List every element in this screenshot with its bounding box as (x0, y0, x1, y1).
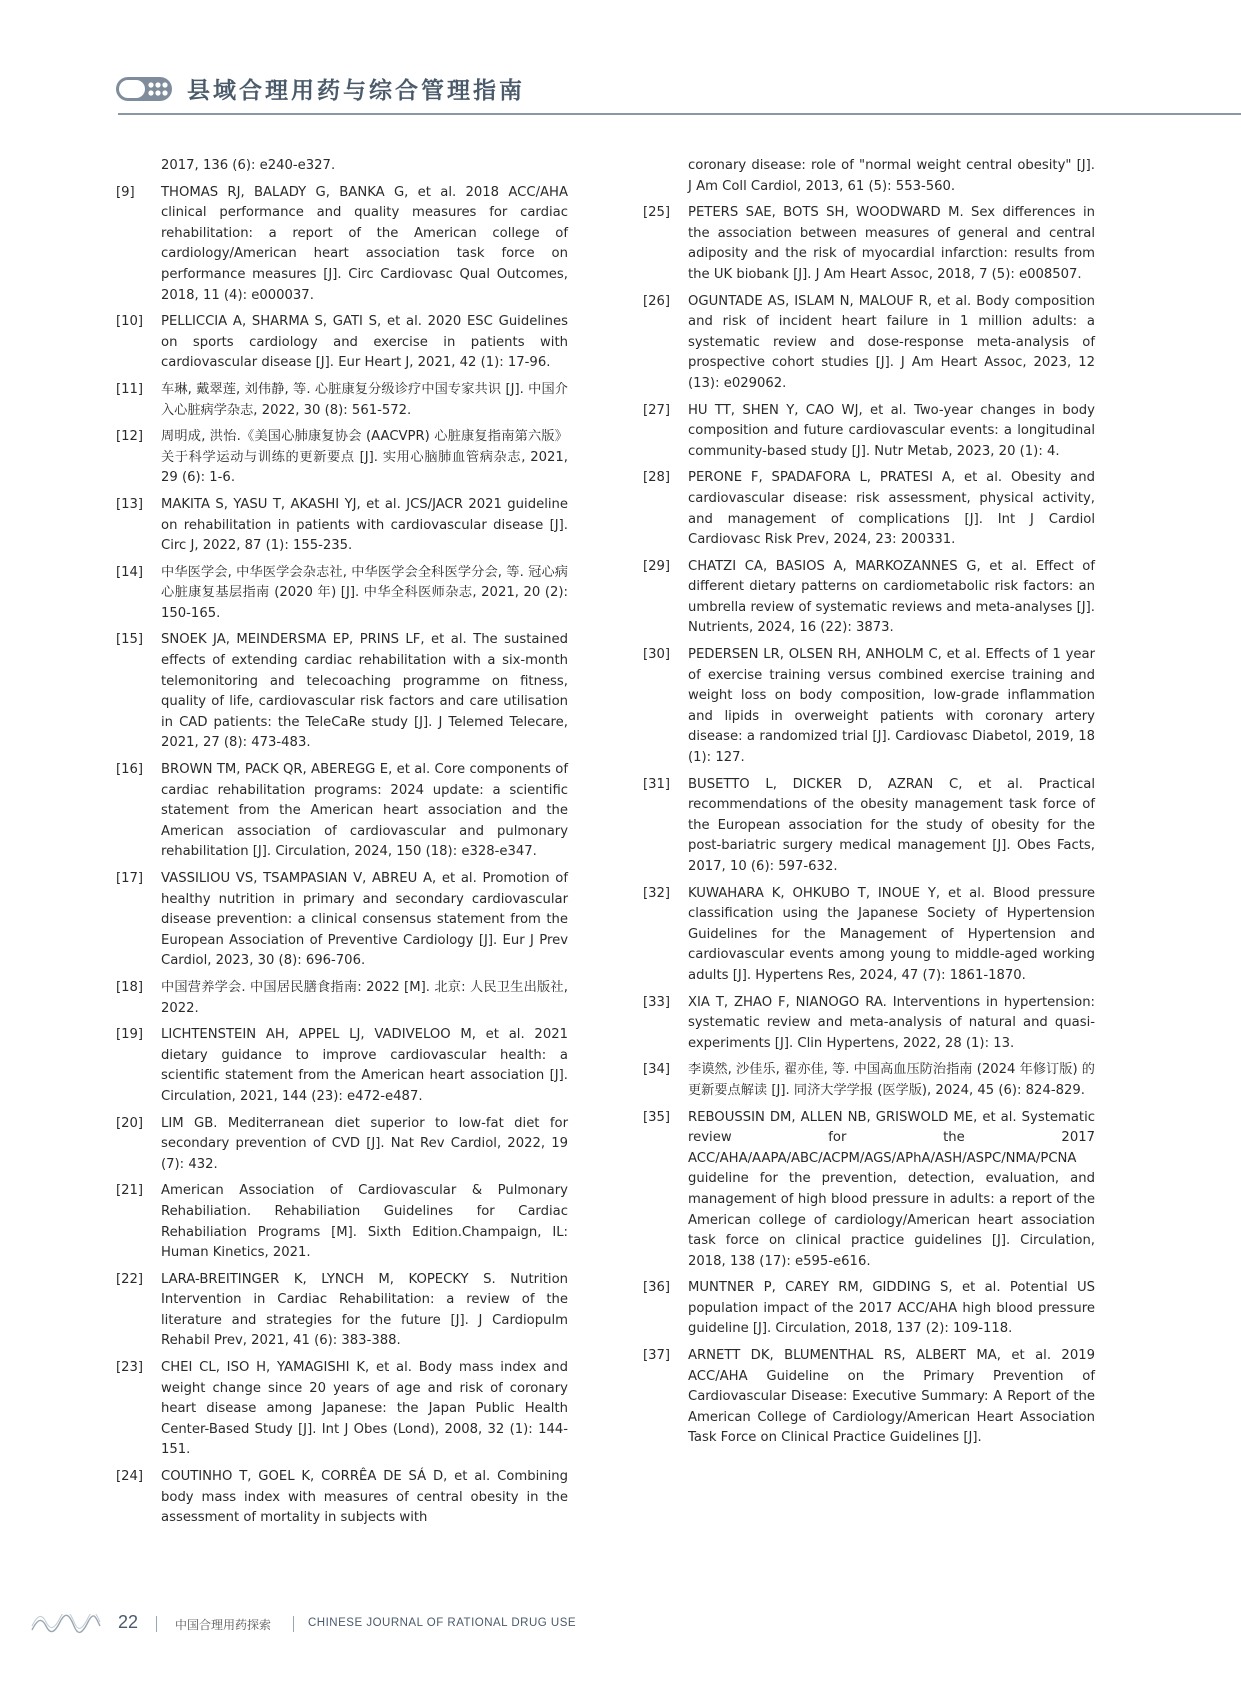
reference-number: [28] (643, 470, 671, 486)
reference-item (116, 427, 568, 489)
reference-number: [23] (116, 1360, 144, 1376)
reference-text: 中华医学会, 中华医学会杂志社, 中华医学会全科医学分会, 等. 冠心病心脏康复基层指南 (2020 年) [J]. 中华全科医师杂志, 2021, 20 (2): 150-165. (161, 564, 568, 621)
reference-item (116, 1025, 568, 1107)
reference-item (643, 203, 1095, 285)
reference-item (643, 775, 1095, 878)
continuation-text: 2017, 136 (6): e240-e327. (161, 158, 336, 173)
reference-item (116, 380, 568, 421)
reference-number: [9] (116, 184, 135, 200)
header-title: 县域合理用药与综合管理指南 (187, 78, 525, 104)
reference-number: [30] (643, 647, 671, 663)
reference-number: [31] (643, 776, 671, 792)
reference-number: [37] (643, 1348, 671, 1364)
reference-item (116, 1358, 568, 1461)
reference-item (116, 312, 568, 374)
reference-number: [26] (643, 293, 671, 309)
reference-number: [15] (116, 632, 144, 648)
reference-text: CHEI CL, ISO H, YAMAGISHI K, et al. Body mass index and weight change since 20 years of age and risk of coronary heart disease among Japanese: the Japan Public Health Center-Based Study [J]. Int J Obes (Lond), 2008, 32 (1): 144-151. (161, 1360, 568, 1458)
reference-text: OGUNTADE AS, ISLAM N, MALOUF R, et al. Body composition and risk of incident heart failure in 1 million adults: a systematic review and dose-response meta-analysis of prospective cohort studies [J]. J Am Heart Assoc, 2023, 12 (13): e029062. (688, 293, 1095, 391)
reference-item (643, 1346, 1095, 1449)
reference-item (116, 869, 568, 972)
reference-item (116, 495, 568, 557)
page-number: 22 (118, 1612, 139, 1632)
reference-number: [29] (643, 558, 671, 574)
footer-journal-cn: 中国合理用药探索 (175, 1618, 272, 1632)
reference-item (643, 401, 1095, 463)
reference-item (116, 1181, 568, 1263)
reference-text: CHATZI CA, BASIOS A, MARKOZANNES G, et al. Effect of different dietary patterns on cardiometabolic risk factors: an umbrella review of systematic reviews and meta-analyses [J]. Nutrients, 2024, 16 (22): 3873. (688, 558, 1095, 636)
reference-number: [18] (116, 979, 144, 995)
reference-item (643, 1108, 1095, 1273)
reference-item (643, 993, 1095, 1055)
reference-text: HU TT, SHEN Y, CAO WJ, et al. Two-year changes in body composition and future cardiovascular events: a longitudinal community-based study [J]. Nutr Metab, 2023, 20 (1): 4. (688, 402, 1095, 459)
reference-item (643, 884, 1095, 987)
reference-text: PETERS SAE, BOTS SH, WOODWARD M. Sex differences in the association between measures of general and central adiposity and the risk of myocardial infarction: results from the UK biobank [J]. J Am Heart Assoc, 2018, 7 (5): e008507. (688, 205, 1095, 282)
reference-item (643, 292, 1095, 395)
reference-number: [17] (116, 871, 144, 886)
reference-item (116, 630, 568, 754)
reference-item (116, 760, 568, 863)
header-divider (118, 113, 1241, 115)
reference-number: [27] (643, 402, 671, 418)
reference-number: [34] (643, 1062, 671, 1078)
reference-item (116, 563, 568, 625)
reference-number: [32] (643, 885, 671, 901)
reference-number: [22] (116, 1271, 144, 1287)
reference-text: BROWN TM, PACK QR, ABEREGG E, et al. Core components of cardiac rehabilitation programs: 2024 update: a scientific statement from the American heart association and the American association of cardiovascular and pulmonary rehabilitation [J]. Circulation, 2024, 150 (18): e328-e347. (161, 762, 568, 860)
reference-text: MAKITA S, YASU T, AKASHI YJ, et al. JCS/JACR 2021 guideline on rehabilitation in patients with cardiovascular disease [J]. Circ J, 2022, 87 (1): 155-235. (161, 496, 568, 554)
right-column (643, 156, 1095, 1455)
reference-item (116, 978, 568, 1019)
reference-number: [20] (116, 1115, 144, 1131)
left-column (116, 156, 568, 1535)
footer-journal-en: CHINESE JOURNAL OF RATIONAL DRUG USE (308, 1617, 577, 1629)
reference-text: THOMAS RJ, BALADY G, BANKA G, et al. 2018 ACC/AHA clinical performance and quality measures for cardiac rehabilitation: a report of the American college of cardiology/American heart association task force on performance measures [J]. Circ Cardiovasc Qual Outcomes, 2018, 11 (4): e000037. (161, 184, 568, 303)
reference-text: 中国营养学会. 中国居民膳食指南: 2022 [M]. 北京: 人民卫生出版社, 2022. (161, 979, 568, 1016)
reference-item (116, 183, 568, 307)
reference-text: 周明成, 洪怡.《美国心肺康复协会 (AACVPR) 心脏康复指南第六版》关于科学运动与训练的更新要点 [J]. 实用心脑肺血管病杂志, 2021, 29 (6): 1-6. (161, 429, 568, 486)
reference-text: PEDERSEN LR, OLSEN RH, ANHOLM C, et al. Effects of 1 year of exercise training versus combined exercise training and weight loss on body composition, low-grade inflammation and lipids in overweight patients with coronary artery disease: a randomized trial [J]. Cardiovasc Diabetol, 2019, 18 (1): 127. (688, 647, 1095, 766)
reference-text: BUSETTO L, DICKER D, AZRAN C, et al. Practical recommendations of the obesity management task force of the European association for the study of obesity for the post-bariatric surgery medical management [J]. Obes Facts, 2017, 10 (6): 597-632. (688, 776, 1095, 874)
reference-number: [16] (116, 762, 144, 778)
reference-text: 车琳, 戴翠莲, 刘伟静, 等. 心脏康复分级诊疗中国专家共识 [J]. 中国介入心脏病学杂志, 2022, 30 (8): 561-572. (161, 381, 568, 418)
reference-number: [25] (643, 205, 671, 221)
reference-text: LARA-BREITINGER K, LYNCH M, KOPECKY S. Nutrition Intervention in Cardiac Rehabilitation: a review of the literature and strategies for the future [J]. J Cardiopulm Rehabil Prev, 2021, 41 (6): 383-388. (161, 1271, 568, 1349)
reference-number: [10] (116, 314, 144, 330)
reference-text: KUWAHARA K, OHKUBO T, INOUE Y, et al. Blood pressure classification using the Japanese Society of Hypertension Guidelines for the Management of Hypertension and cardiovascular events among young to middle-aged working adults [J]. Hypertens Res, 2024, 47 (7): 1861-1870. (688, 885, 1095, 983)
reference-number: [24] (116, 1469, 144, 1485)
reference-number: [21] (116, 1183, 144, 1199)
reference-item (643, 1060, 1095, 1101)
reference-item (643, 557, 1095, 639)
reference-text: COUTINHO T, GOEL K, CORRÊA DE SÁ D, et al. Combining body mass index with measures of central obesity in the assessment of mortality in subjects with (161, 1469, 568, 1526)
reference-item (643, 468, 1095, 550)
reference-text: 李谟然, 沙佳乐, 翟亦佳, 等. 中国高血压防治指南 (2024 年修订版) 的更新要点解读 [J]. 同济大学学报 (医学版), 2024, 45 (6): 824-829. (688, 1062, 1095, 1098)
reference-number: [19] (116, 1027, 144, 1043)
journal-logo-icon (115, 74, 177, 104)
page-footer (30, 1612, 730, 1636)
reference-item (116, 1467, 568, 1529)
reference-text: SNOEK JA, MEINDERSMA EP, PRINS LF, et al. The sustained effects of extending cardiac rehabilitation with a six-month telemonitoring and telecoaching programme on fitness, quality of life, cardiovascular risk factors and care utilisation in CAD patients: the TeleCaRe study [J]. J Telemed Telecare, 2021, 27 (8): 473-483. (161, 632, 568, 751)
footer-separator (156, 1616, 157, 1632)
reference-text: REBOUSSIN DM, ALLEN NB, GRISWOLD ME, et al. Systematic review for the 2017 ACC/AHA/AAPA/ABC/ACPM/AGS/APhA/ASH/ASPC/NMA/PCNA guideline for the prevention, detection, evaluation, and management of high blood pressure in adults: a report of the American college of cardiology/American heart association task force on clinical practice guidelines [J]. Circulation, 2018, 138 (17): e595-e616. (688, 1109, 1095, 1269)
reference-text: LIM GB. Mediterranean diet superior to low-fat diet for secondary prevention of CVD [J]. Nat Rev Cardiol, 2022, 19 (7): 432. (161, 1115, 568, 1172)
reference-text: MUNTNER P, CAREY RM, GIDDING S, et al. Potential US population impact of the 2017 ACC/AHA high blood pressure guideline [J]. Circulation, 2018, 137 (2): 109-118. (688, 1280, 1095, 1337)
reference-number: [12] (116, 429, 144, 445)
reference-item (643, 1278, 1095, 1340)
reference-text: PERONE F, SPADAFORA L, PRATESI A, et al. Obesity and cardiovascular disease: risk assessment, physical activity, and management of complications [J]. Int J Cardiol Cardiovasc Risk Prev, 2024, 23: 200331. (688, 470, 1095, 548)
reference-text: ARNETT DK, BLUMENTHAL RS, ALBERT MA, et al. 2019 ACC/AHA Guideline on the Primary Prevention of Cardiovascular Disease: Executive Summary: A Report of the American College of Cardiology/American Heart Association Task Force on Clinical Practice Guidelines [J]. (688, 1348, 1095, 1446)
reference-text: VASSILIOU VS, TSAMPASIAN V, ABREU A, et al. Promotion of healthy nutrition in primary and secondary cardiovascular disease prevention: a clinical consensus statement from the European Association of Preventive Cardiology [J]. Eur J Prev Cardiol, 2023, 30 (8): 696-706. (161, 871, 568, 969)
reference-text: PELLICCIA A, SHARMA S, GATI S, et al. 2020 ESC Guidelines on sports cardiology and exercise in patients with cardiovascular disease [J]. Eur Heart J, 2021, 42 (1): 17-96. (161, 314, 568, 371)
reference-number: [35] (643, 1109, 671, 1125)
reference-item (116, 1114, 568, 1176)
reference-item (643, 645, 1095, 769)
reference-text: American Association of Cardiovascular & Pulmonary Rehabiliation. Rehabiliation Guidelines for Cardiac Rehabiliation Programs [M]. Sixth Edition.Champaign, IL: Human Kinetics, 2021. (161, 1183, 568, 1261)
reference-item (116, 1270, 568, 1352)
reference-number: [13] (116, 496, 144, 512)
reference-number: [14] (116, 564, 144, 580)
wave-decoration-icon (30, 1614, 102, 1634)
reference-number: [36] (643, 1280, 671, 1296)
reference-text: LICHTENSTEIN AH, APPEL LJ, VADIVELOO M, et al. 2021 dietary guidance to improve cardiovascular health: a scientific statement from the American heart association [J]. Circulation, 2021, 144 (23): e472-e487. (161, 1027, 568, 1104)
footer-separator (293, 1616, 294, 1632)
reference-number: [33] (643, 994, 671, 1010)
reference-text: XIA T, ZHAO F, NIANOGO RA. Interventions in hypertension: systematic review and meta-analysis of natural and quasi-experiments [J]. Clin Hypertens, 2022, 28 (1): 13. (688, 994, 1095, 1051)
reference-number: [11] (116, 381, 144, 397)
continuation-text: coronary disease: role of "normal weight central obesity" [J]. J Am Coll Cardiol, 2013, 61 (5): 553-560. (688, 158, 1095, 194)
